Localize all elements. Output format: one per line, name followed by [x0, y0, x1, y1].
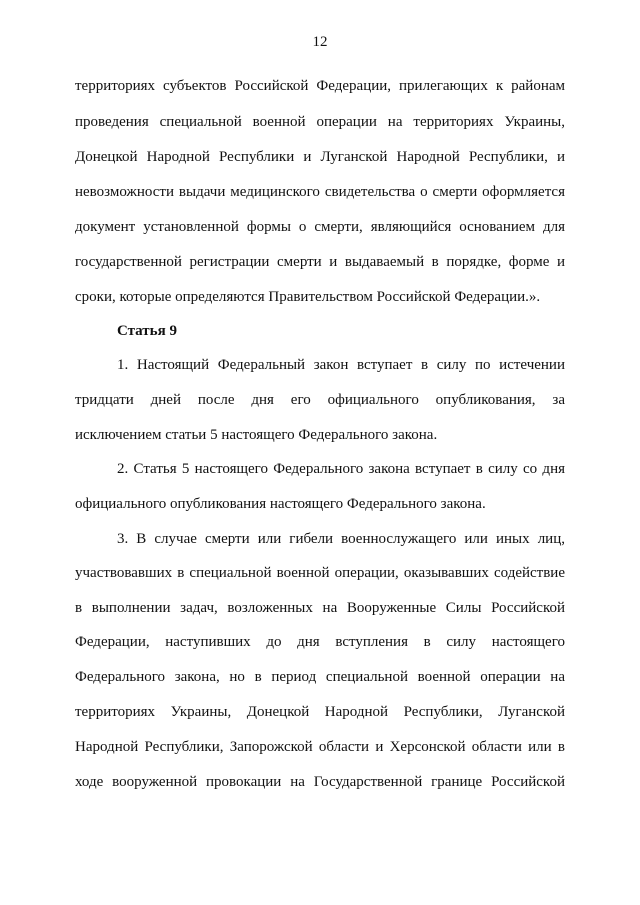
paragraph-line: Федерального закона, но в период специальной военной операции на	[75, 669, 565, 685]
text-line: сроки, которые определяются Правительством Российской Федерации.».	[75, 289, 541, 305]
text-line: невозможности выдачи медицинского свидетельства о смерти оформляется	[75, 184, 565, 200]
paragraph-line: ходе вооруженной провокации на Государственной границе Российской	[75, 774, 565, 790]
page-number: 12	[312, 34, 328, 50]
paragraph-line: в выполнении задач, возложенных на Вооруженные Силы Российской	[75, 600, 565, 616]
paragraph-line: участвовавших в специальной военной операции, оказывавших содействие	[75, 565, 565, 581]
article-heading: Статья 9	[117, 323, 177, 339]
paragraph-line: исключением статьи 5 настоящего Федерального закона.	[75, 427, 438, 443]
text-line: документ установленной формы о смерти, являющийся основанием для	[75, 219, 565, 235]
paragraph-line: тридцати дней после дня его официального опубликования, за	[75, 392, 565, 408]
paragraph-line: официального опубликования настоящего Федерального закона.	[75, 496, 486, 512]
paragraph-line: 3. В случае смерти или гибели военнослужащего или иных лиц,	[117, 531, 565, 547]
paragraph-line: 1. Настоящий Федеральный закон вступает в силу по истечении	[117, 357, 565, 373]
paragraph-line: Федерации, наступивших до дня вступления в силу настоящего	[75, 634, 565, 650]
text-line: территориях субъектов Российской Федерации, прилегающих к районам	[75, 78, 565, 94]
text-line: Донецкой Народной Республики и Луганской Народной Республики, и	[75, 149, 565, 165]
text-line: проведения специальной военной операции на территориях Украины,	[75, 114, 565, 130]
text-line: государственной регистрации смерти и выдаваемый в порядке, форме и	[75, 254, 565, 270]
paragraph-line: территориях Украины, Донецкой Народной Республики, Луганской	[75, 704, 565, 720]
paragraph-line: 2. Статья 5 настоящего Федерального закона вступает в силу со дня	[117, 461, 565, 477]
paragraph-line: Народной Республики, Запорожской области и Херсонской области или в	[75, 739, 565, 755]
